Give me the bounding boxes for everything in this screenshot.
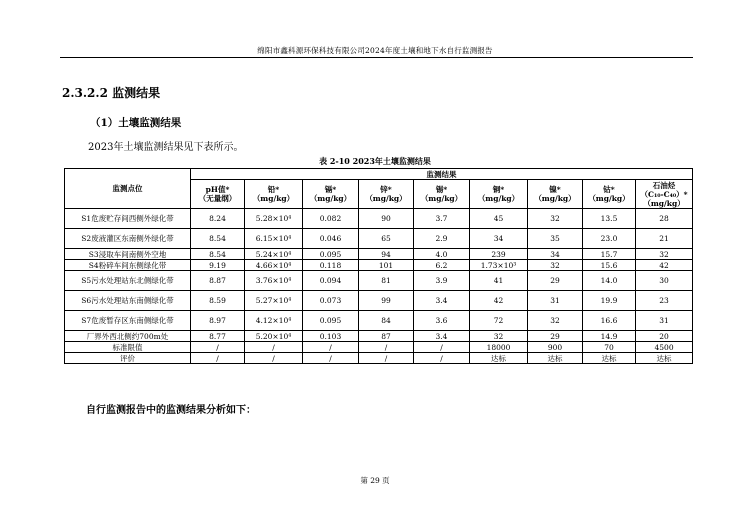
table-cell: 15.7 <box>583 249 636 260</box>
table-cell: 达标 <box>636 353 693 364</box>
page-header: 绵阳市鑫科源环保科技有限公司2024年度土壤和地下水自行监测报告 <box>257 46 493 55</box>
row-point-label: S4粉碎车间东侧绿化带 <box>65 260 191 271</box>
table-cell: 0.118 <box>303 260 359 271</box>
row-point-label: S5污水处理站东北侧绿化带 <box>65 271 191 291</box>
table-cell: 90 <box>359 209 414 229</box>
table-cell: 29 <box>528 271 583 291</box>
column-header-nickel: 镍* （mg/kg） <box>528 180 583 209</box>
table-cell: 5.24×10⁴ <box>245 249 303 260</box>
table-cell: 3.76×10⁴ <box>245 271 303 291</box>
table-cell: 4500 <box>636 342 693 353</box>
table-cell: 0.046 <box>303 229 359 249</box>
table-cell: 4.12×10⁴ <box>245 311 303 331</box>
table-cell: 14.0 <box>583 271 636 291</box>
table-cell: 41 <box>470 271 528 291</box>
table-cell: 8.87 <box>191 271 245 291</box>
row-point-label: S2废液灌区东南侧外绿化带 <box>65 229 191 249</box>
conclusion-heading: 自行监测报告中的监测结果分析如下： <box>86 405 256 416</box>
table-cell: 900 <box>528 342 583 353</box>
table-cell: 8.24 <box>191 209 245 229</box>
table-row <box>65 229 693 249</box>
table-cell: 72 <box>470 311 528 331</box>
point-header: 监测点位 <box>65 169 191 209</box>
table-cell: 6.2 <box>414 260 470 271</box>
table-cell: 32 <box>528 209 583 229</box>
table-cell: 30 <box>636 271 693 291</box>
table-cell: 0.103 <box>303 331 359 342</box>
table-caption: 表 2-10 2023年土壤监测结果 <box>319 156 431 166</box>
row-point-label: S7危废暂存区东南侧绿化带 <box>65 311 191 331</box>
table-cell: 2.9 <box>414 229 470 249</box>
table-cell: 0.095 <box>303 311 359 331</box>
table-cell: 8.54 <box>191 229 245 249</box>
table-cell: 9.19 <box>191 260 245 271</box>
header-rule <box>60 57 693 58</box>
column-header-copper: 铜* （mg/kg） <box>470 180 528 209</box>
table-cell: / <box>414 353 470 364</box>
table-row <box>65 249 693 260</box>
table-cell: 3.9 <box>414 271 470 291</box>
table-row <box>65 260 693 271</box>
table-cell: 0.094 <box>303 271 359 291</box>
table-cell: 70 <box>583 342 636 353</box>
table-cell: 31 <box>636 311 693 331</box>
table-cell: / <box>245 353 303 364</box>
table-row <box>65 342 693 353</box>
table-cell: / <box>303 353 359 364</box>
table-cell: 65 <box>359 229 414 249</box>
table-cell: 8.54 <box>191 249 245 260</box>
table-cell: 32 <box>528 311 583 331</box>
table-row <box>65 331 693 342</box>
table-cell: 87 <box>359 331 414 342</box>
table-cell: 3.6 <box>414 311 470 331</box>
table-cell: / <box>359 353 414 364</box>
table-cell: 8.59 <box>191 291 245 311</box>
table-cell: 16.6 <box>583 311 636 331</box>
table-cell: 31 <box>528 291 583 311</box>
table-row <box>65 291 693 311</box>
table-cell: 35 <box>528 229 583 249</box>
table-cell: 23 <box>636 291 693 311</box>
column-header-petroleum: 石油烃 （C₁₀-C₄₀）* （mg/kg） <box>636 180 693 209</box>
table-cell: 8.97 <box>191 311 245 331</box>
table-cell: / <box>191 342 245 353</box>
column-header-zinc: 锌* （mg/kg） <box>359 180 414 209</box>
table-cell: 达标 <box>528 353 583 364</box>
table-cell: 81 <box>359 271 414 291</box>
table-cell: 8.77 <box>191 331 245 342</box>
table-cell: 达标 <box>583 353 636 364</box>
row-point-label: S6污水处理站东南侧绿化带 <box>65 291 191 311</box>
column-header-ph: pH值* （无量纲） <box>191 180 245 209</box>
soil-results-table <box>64 168 693 364</box>
table-cell: 32 <box>636 249 693 260</box>
table-cell: 1.73×10³ <box>470 260 528 271</box>
table-cell: / <box>245 342 303 353</box>
row-point-label: 评价 <box>65 353 191 364</box>
table-row <box>65 353 693 364</box>
table-cell: / <box>303 342 359 353</box>
table-cell: 101 <box>359 260 414 271</box>
table-cell: / <box>414 342 470 353</box>
table-cell: 19.9 <box>583 291 636 311</box>
column-header-cobalt: 钴* （mg/kg） <box>583 180 636 209</box>
table-cell: 34 <box>528 249 583 260</box>
section-heading: 2.3.2.2 监测结果 <box>62 86 161 100</box>
table-cell: 3.4 <box>414 331 470 342</box>
table-cell: 4.0 <box>414 249 470 260</box>
table-cell: 6.15×10⁴ <box>245 229 303 249</box>
page-number: 第 29 页 <box>360 476 390 485</box>
table-cell: 32 <box>528 260 583 271</box>
group-header: 监测结果 <box>191 169 693 180</box>
table-cell: 29 <box>528 331 583 342</box>
row-point-label: 厂界外西北侧约700m处 <box>65 331 191 342</box>
row-point-label: S3浸取车间南侧外空地 <box>65 249 191 260</box>
row-point-label: 标准限值 <box>65 342 191 353</box>
table-cell: 239 <box>470 249 528 260</box>
table-cell: 5.20×10⁴ <box>245 331 303 342</box>
table-cell: 15.6 <box>583 260 636 271</box>
table-cell: 3.7 <box>414 209 470 229</box>
row-point-label: S1危废贮存间西侧外绿化带 <box>65 209 191 229</box>
table-cell: 18000 <box>470 342 528 353</box>
table-cell: 5.27×10⁴ <box>245 291 303 311</box>
table-cell: / <box>191 353 245 364</box>
intro-paragraph: 2023年土壤监测结果见下表所示。 <box>88 142 244 153</box>
table-cell: 42 <box>470 291 528 311</box>
table-cell: 23.0 <box>583 229 636 249</box>
table-cell: 99 <box>359 291 414 311</box>
table-cell: 13.5 <box>583 209 636 229</box>
table-cell: 14.9 <box>583 331 636 342</box>
table-cell: 20 <box>636 331 693 342</box>
table-row <box>65 209 693 229</box>
table-cell: 0.082 <box>303 209 359 229</box>
table-cell: 5.28×10⁴ <box>245 209 303 229</box>
table-cell: 32 <box>470 331 528 342</box>
table-cell: 28 <box>636 209 693 229</box>
table-cell: 达标 <box>470 353 528 364</box>
table-cell: 84 <box>359 311 414 331</box>
table-cell: 45 <box>470 209 528 229</box>
table-cell: 42 <box>636 260 693 271</box>
column-header-tin: 锡* （mg/kg） <box>414 180 470 209</box>
table-row <box>65 271 693 291</box>
table-cell: 0.073 <box>303 291 359 311</box>
table-cell: 3.4 <box>414 291 470 311</box>
table-row <box>65 311 693 331</box>
table-cell: 0.095 <box>303 249 359 260</box>
column-header-cadmium: 镉* （mg/kg） <box>303 180 359 209</box>
table-cell: 4.66×10⁴ <box>245 260 303 271</box>
table-cell: / <box>359 342 414 353</box>
table-cell: 94 <box>359 249 414 260</box>
column-header-lead: 铅* （mg/kg） <box>245 180 303 209</box>
sub-heading: （1）土壤监测结果 <box>90 117 182 129</box>
table-cell: 21 <box>636 229 693 249</box>
table-cell: 34 <box>470 229 528 249</box>
